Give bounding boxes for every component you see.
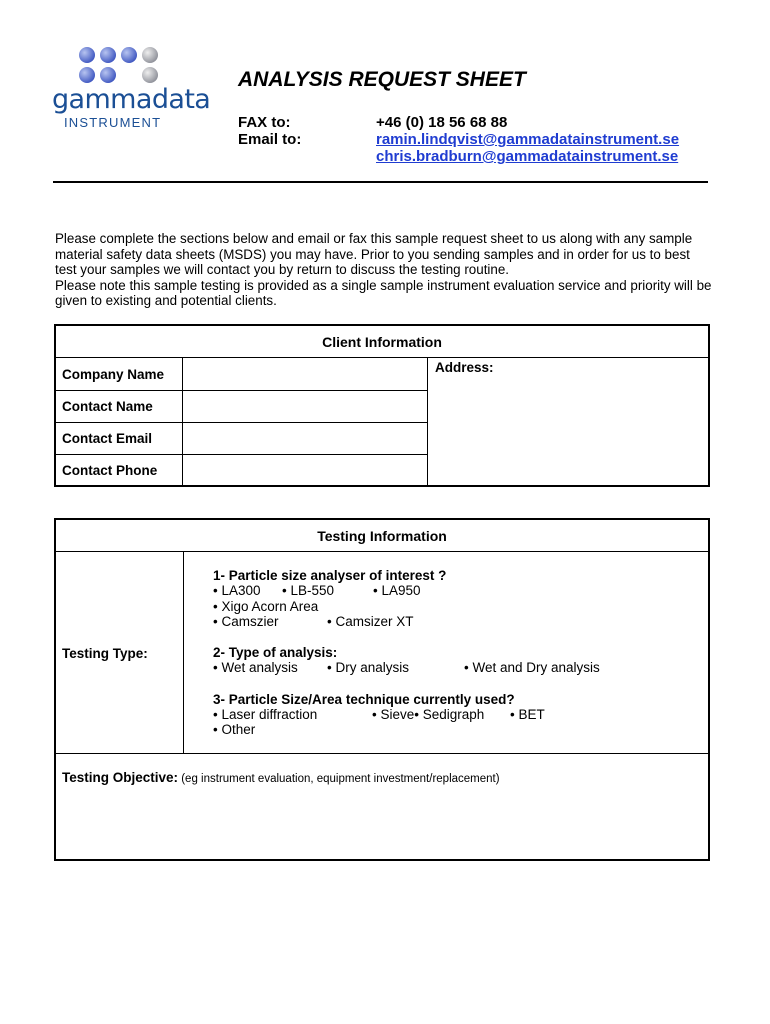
company-name-field[interactable] [184,359,426,389]
option-camsizer-xt[interactable]: • Camsizer XT [327,614,414,629]
company-logo [52,46,211,136]
option-bet[interactable]: • BET [510,707,545,722]
testing-objective-field[interactable] [56,790,708,859]
question-1: 1- Particle size analyser of interest ? [213,568,447,583]
email-link-ramin[interactable]: ramin.lindqvist@gammadatainstrument.se [376,131,680,148]
intro-paragraph: Please complete the sections below and email or fax this sample request sheet to us along with any sample material safety data sheets (MSDS) you may have. Prior to you sending samples and in order for us to best test your samples we will contact you by return to discuss the testing routine. [55,231,693,278]
testing-information-title: Testing Information [317,528,447,544]
email-label: Email to: [238,131,302,148]
client-information-title: Client Information [322,334,442,350]
option-sieve-sedigraph[interactable]: • Sieve• Sedigraph [372,707,485,722]
option-other[interactable]: • Other [213,722,256,737]
option-la950[interactable]: • LA950 [373,583,421,598]
address-label: Address: [435,360,494,375]
testing-objective-label-text: Testing Objective: [62,770,179,785]
contact-name-field[interactable] [184,391,426,421]
option-wet-analysis[interactable]: • Wet analysis [213,660,298,675]
divider [55,357,709,358]
option-laser-diffraction[interactable]: • Laser diffraction [213,707,318,722]
option-xigo-acorn-area[interactable]: • Xigo Acorn Area [213,599,319,614]
divider [55,551,709,552]
option-wet-and-dry-analysis[interactable]: • Wet and Dry analysis [464,660,600,675]
intro-text [55,231,715,309]
contact-email-label: Contact Email [62,431,153,446]
contact-phone-field[interactable] [184,455,426,485]
fax-number: +46 (0) 18 56 68 88 [376,114,508,131]
contact-name-label: Contact Name [62,399,153,414]
header-divider [53,181,708,183]
testing-objective-hint: (eg instrument evaluation, equipment investment/replacement) [178,773,500,785]
question-3: 3- Particle Size/Area technique currently used? [213,692,515,707]
logo-subtitle: INSTRUMENT [64,115,162,130]
fax-label: FAX to: [238,114,291,131]
logo-dots-icon [78,46,178,86]
option-dry-analysis[interactable]: • Dry analysis [327,660,409,675]
option-la300[interactable]: • LA300 [213,583,261,598]
contact-phone-label: Contact Phone [62,463,158,478]
company-name-label: Company Name [62,367,165,382]
divider [427,358,428,486]
testing-type-label: Testing Type: [62,646,148,661]
logo-wordmark: gammadata [52,84,211,115]
option-camszier[interactable]: • Camszier [213,614,279,629]
email-link-chris[interactable]: chris.bradburn@gammadatainstrument.se [376,148,679,165]
address-field[interactable] [429,378,708,485]
testing-objective-label [62,770,500,785]
divider [183,552,184,753]
divider [55,753,709,754]
contact-email-field[interactable] [184,423,426,453]
intro-paragraph: Please note this sample testing is provided as a single sample instrument evaluation service and priority will be given to existing and potential clients. [55,277,712,309]
question-2: 2- Type of analysis: [213,645,338,660]
page-title: ANALYSIS REQUEST SHEET [238,68,526,91]
option-lb550[interactable]: • LB-550 [282,583,335,598]
